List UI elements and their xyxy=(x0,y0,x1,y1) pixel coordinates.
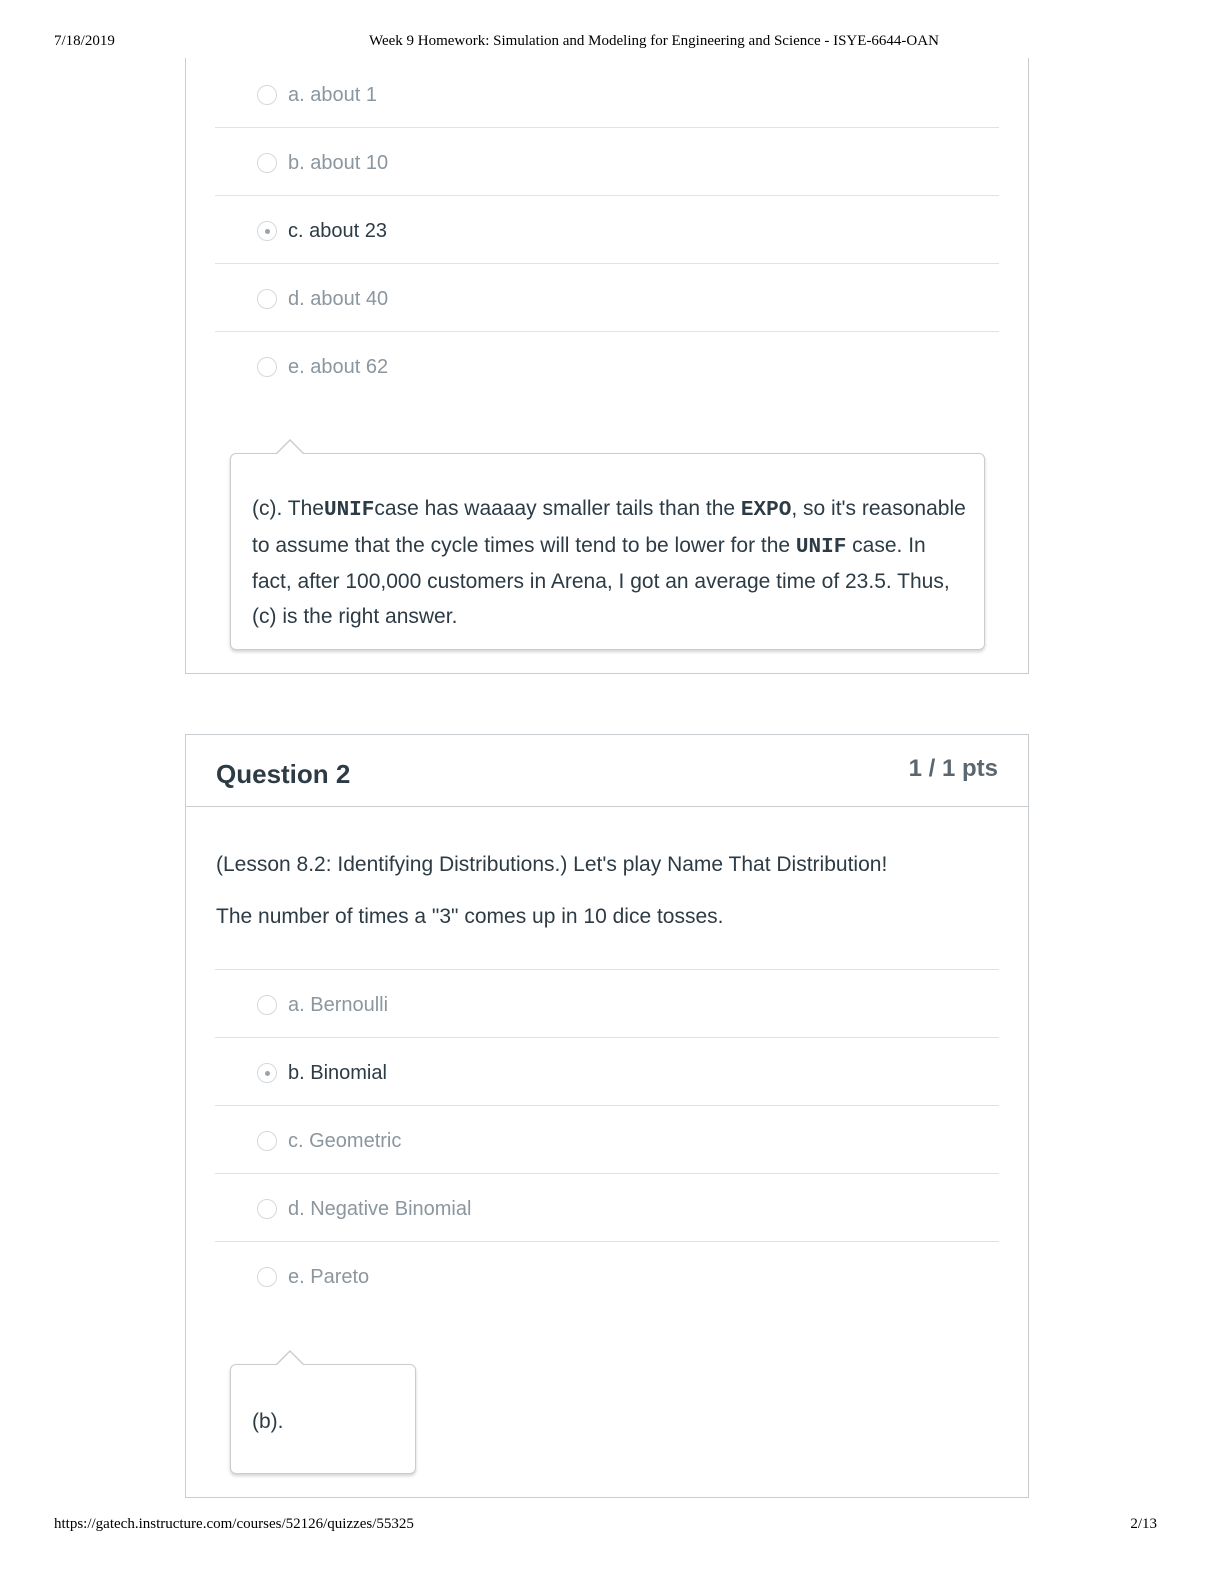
answer-comment-bubble xyxy=(230,453,985,650)
comment-text-segment: case. In fact, after 100,000 customers in Arena, I got an average time of 23.5. Thus, (c) is the right answer. xyxy=(252,533,950,628)
answer-option[interactable] xyxy=(215,332,999,400)
answer-label: d. about 40 xyxy=(288,288,389,310)
comment-code: UNIF xyxy=(323,499,375,522)
answer-label: a. Bernoulli xyxy=(288,994,389,1016)
radio-button-selected[interactable] xyxy=(257,1063,277,1083)
answer-option[interactable] xyxy=(215,264,999,332)
answer-label: a. about 1 xyxy=(288,84,377,106)
question-1-card xyxy=(185,58,1029,674)
print-page-title: Week 9 Homework: Simulation and Modeling for Engineering and Science - ISYE-6644-OAN xyxy=(369,33,939,49)
answer-comment-text xyxy=(252,492,968,634)
answer-option[interactable] xyxy=(215,1174,999,1242)
answer-option[interactable] xyxy=(215,1242,999,1310)
question-1-answers xyxy=(215,60,999,400)
answer-label: b. about 10 xyxy=(288,152,389,174)
answer-option[interactable] xyxy=(215,1106,999,1174)
answer-label: c. Geometric xyxy=(288,1130,402,1152)
answer-label: b. Binomial xyxy=(288,1062,387,1084)
print-page-number: 2/13 xyxy=(1130,1516,1157,1532)
radio-button[interactable] xyxy=(257,1267,277,1287)
radio-button[interactable] xyxy=(257,995,277,1015)
comment-code: EXPO xyxy=(740,499,792,522)
answer-option-selected[interactable] xyxy=(215,196,999,264)
answer-option[interactable] xyxy=(215,60,999,128)
question-prompt: (Lesson 8.2: Identifying Distributions.) Let's play Name That Distribution! xyxy=(216,853,888,876)
comment-code: UNIF xyxy=(795,535,847,559)
answer-label: d. Negative Binomial xyxy=(288,1198,472,1220)
radio-button[interactable] xyxy=(257,1131,277,1151)
radio-button[interactable] xyxy=(257,1199,277,1219)
radio-button[interactable] xyxy=(257,357,277,377)
answer-label: e. Pareto xyxy=(288,1266,370,1288)
answer-option[interactable] xyxy=(215,128,999,196)
answer-option[interactable] xyxy=(215,970,999,1038)
answer-label: c. about 23 xyxy=(288,220,387,242)
question-title: Question 2 xyxy=(216,759,351,789)
radio-button[interactable] xyxy=(257,85,277,105)
question-header xyxy=(186,735,1028,807)
comment-text-segment: case has waaaay smaller tails than the xyxy=(374,497,741,520)
print-date: 7/18/2019 xyxy=(54,33,115,49)
question-2-card xyxy=(185,734,1029,1498)
answer-comment-bubble xyxy=(230,1364,416,1474)
print-url: https://gatech.instructure.com/courses/52126/quizzes/55325 xyxy=(54,1516,414,1532)
comment-text-segment: , so it's reasonable to assume that the cycle times will tend to be lower for the xyxy=(252,497,966,557)
question-2-answers xyxy=(215,969,999,1310)
print-footer xyxy=(0,1516,1224,1536)
question-detail: The number of times a "3" comes up in 10 dice tosses. xyxy=(216,905,724,928)
print-header xyxy=(0,33,1224,53)
answer-option-selected[interactable] xyxy=(215,1038,999,1106)
radio-button[interactable] xyxy=(257,289,277,309)
radio-button-selected[interactable] xyxy=(257,221,277,241)
question-points: 1 / 1 pts xyxy=(908,755,998,782)
answer-comment-text: (b). xyxy=(252,1410,284,1433)
radio-button[interactable] xyxy=(257,153,277,173)
comment-text-segment: (c). The xyxy=(252,497,324,520)
answer-label: e. about 62 xyxy=(288,356,389,378)
